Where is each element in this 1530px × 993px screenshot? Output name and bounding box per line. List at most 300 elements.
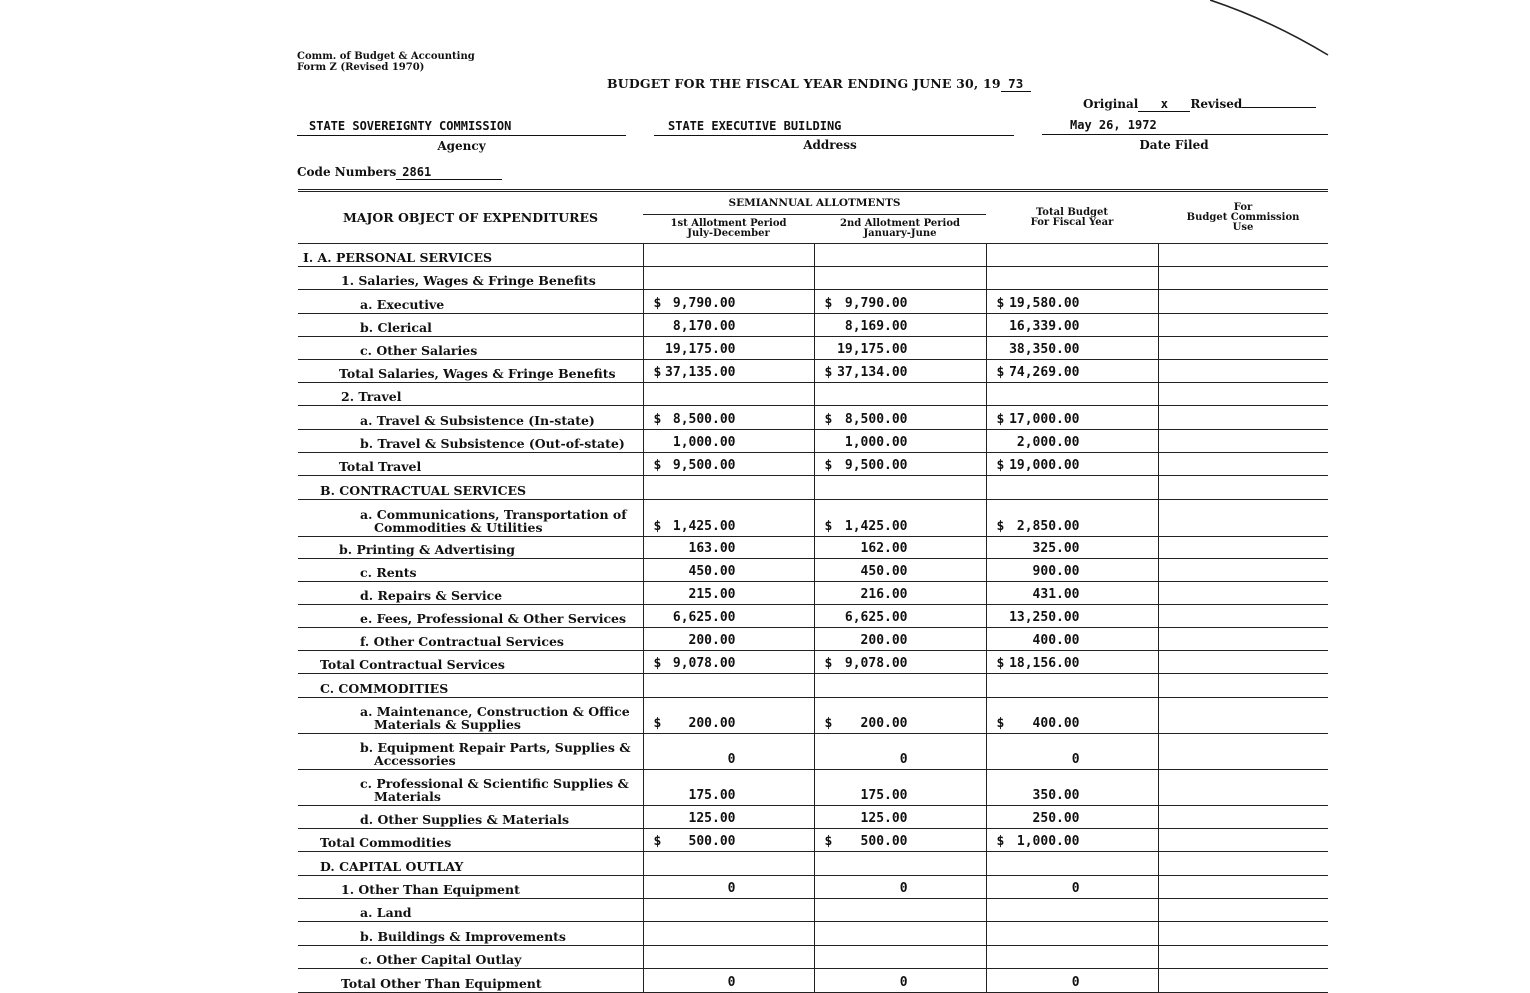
dollar-sign: $ bbox=[996, 412, 1005, 427]
second-amount-cell[interactable] bbox=[814, 876, 986, 899]
first-amount-cell[interactable] bbox=[643, 876, 814, 899]
expenditure-label bbox=[298, 360, 643, 383]
second-amount: 200.00 bbox=[860, 633, 908, 648]
first-amount-cell[interactable] bbox=[643, 383, 814, 406]
dollar-sign: $ bbox=[824, 412, 833, 427]
second-amount: 125.00 bbox=[860, 811, 908, 826]
expenditure-label bbox=[298, 605, 643, 628]
second-amount-cell[interactable] bbox=[814, 829, 986, 852]
second-amount-cell[interactable] bbox=[814, 852, 986, 876]
table-row bbox=[298, 476, 1328, 500]
dollar-sign: $ bbox=[824, 296, 833, 311]
second-amount-cell[interactable] bbox=[814, 453, 986, 476]
total-amount-cell[interactable] bbox=[986, 628, 1158, 651]
total-amount: 16,339.00 bbox=[1009, 319, 1080, 334]
total-amount-cell[interactable] bbox=[986, 559, 1158, 582]
dollar-sign: $ bbox=[996, 519, 1005, 534]
table-row bbox=[298, 698, 1328, 734]
address-value[interactable]: STATE EXECUTIVE BUILDING bbox=[668, 119, 842, 133]
first-amount-cell[interactable] bbox=[643, 337, 814, 360]
second-amount-cell[interactable] bbox=[814, 770, 986, 806]
table-row bbox=[298, 969, 1328, 993]
first-amount: 37,135.00 bbox=[665, 365, 736, 380]
dollar-sign: $ bbox=[824, 716, 833, 731]
total-amount-cell[interactable] bbox=[986, 582, 1158, 605]
commission-header-l3: Use bbox=[1232, 221, 1254, 233]
expenditure-label-line1: a. Executive bbox=[360, 297, 445, 312]
table-row bbox=[298, 876, 1328, 899]
first-amount-cell[interactable] bbox=[643, 290, 814, 314]
first-amount: 215.00 bbox=[688, 587, 736, 602]
commission-use-cell[interactable] bbox=[1158, 969, 1328, 993]
dollar-sign: $ bbox=[824, 834, 833, 849]
expenditure-label-line1: b. Travel & Subsistence (Out-of-state) bbox=[360, 436, 625, 451]
second-amount: 500.00 bbox=[860, 834, 908, 849]
table-row bbox=[298, 628, 1328, 651]
second-amount: 37,134.00 bbox=[837, 365, 908, 380]
second-amount-cell[interactable] bbox=[814, 360, 986, 383]
title-prefix: BUDGET FOR THE FISCAL YEAR ENDING JUNE 30, 19 bbox=[607, 76, 1001, 91]
first-amount: 163.00 bbox=[688, 541, 736, 556]
table-row bbox=[298, 582, 1328, 605]
total-amount: 13,250.00 bbox=[1009, 610, 1080, 625]
first-amount-cell[interactable] bbox=[643, 267, 814, 290]
first-amount-cell[interactable] bbox=[643, 922, 814, 946]
first-amount-cell[interactable] bbox=[643, 946, 814, 969]
table-row bbox=[298, 770, 1328, 806]
expenditure-label-line1: b. Buildings & Improvements bbox=[360, 929, 566, 944]
expenditure-label bbox=[298, 537, 643, 559]
total-amount: 431.00 bbox=[1032, 587, 1080, 602]
table-row bbox=[298, 500, 1328, 537]
second-amount: 175.00 bbox=[860, 788, 908, 803]
table-row bbox=[298, 244, 1328, 267]
second-amount-cell[interactable] bbox=[814, 582, 986, 605]
total-amount-cell[interactable] bbox=[986, 314, 1158, 337]
second-amount-cell[interactable] bbox=[814, 946, 986, 969]
second-amount: 8,500.00 bbox=[844, 412, 908, 427]
second-amount-cell[interactable] bbox=[814, 500, 986, 537]
second-amount: 6,625.00 bbox=[844, 610, 908, 625]
date-filed-label: Date Filed bbox=[1139, 138, 1209, 152]
semiannual-header: SEMIANNUAL ALLOTMENTS bbox=[643, 191, 986, 215]
commission-use-cell[interactable] bbox=[1158, 674, 1328, 698]
second-amount: 9,078.00 bbox=[844, 656, 908, 671]
expenditure-label bbox=[298, 337, 643, 360]
first-amount: 200.00 bbox=[688, 716, 736, 731]
page-title bbox=[607, 76, 1031, 92]
second-amount-cell[interactable] bbox=[814, 537, 986, 559]
original-mark[interactable]: x bbox=[1138, 97, 1190, 112]
total-amount: 2,850.00 bbox=[1016, 519, 1080, 534]
original-label: Original bbox=[1083, 97, 1139, 111]
total-amount-cell[interactable] bbox=[986, 290, 1158, 314]
expenditure-label-line1: e. Fees, Professional & Other Services bbox=[360, 611, 627, 626]
commission-use-cell[interactable] bbox=[1158, 876, 1328, 899]
second-amount-cell[interactable] bbox=[814, 383, 986, 406]
second-amount-cell[interactable] bbox=[814, 406, 986, 430]
first-amount: 0 bbox=[727, 881, 736, 896]
second-amount: 0 bbox=[899, 752, 908, 767]
expenditure-label bbox=[298, 734, 643, 770]
second-amount-cell[interactable] bbox=[814, 922, 986, 946]
total-amount: 250.00 bbox=[1032, 811, 1080, 826]
commission-use-cell[interactable] bbox=[1158, 922, 1328, 946]
first-amount: 500.00 bbox=[688, 834, 736, 849]
address-label: Address bbox=[803, 138, 857, 152]
second-amount: 19,175.00 bbox=[837, 342, 908, 357]
commission-header-l2: Budget Commission bbox=[1186, 211, 1300, 223]
total-amount-cell[interactable] bbox=[986, 430, 1158, 453]
second-amount-cell[interactable] bbox=[814, 314, 986, 337]
first-header-l2: July-December bbox=[687, 228, 770, 239]
expenditure-label-line2: Materials & Supplies bbox=[374, 717, 521, 732]
code-numbers bbox=[297, 165, 502, 180]
second-amount-cell[interactable] bbox=[814, 899, 986, 922]
commission-use-cell[interactable] bbox=[1158, 267, 1328, 290]
commission-use-cell[interactable] bbox=[1158, 360, 1328, 383]
total-amount: 0 bbox=[1071, 752, 1080, 767]
dollar-sign: $ bbox=[653, 834, 662, 849]
commission-use-cell[interactable] bbox=[1158, 406, 1328, 430]
first-amount-cell[interactable] bbox=[643, 829, 814, 852]
agency-value[interactable]: STATE SOVEREIGNTY COMMISSION bbox=[309, 119, 512, 133]
second-amount-cell[interactable] bbox=[814, 430, 986, 453]
total-amount: 325.00 bbox=[1032, 541, 1080, 556]
dollar-sign: $ bbox=[996, 365, 1005, 380]
expenditure-label-line1: 1. Other Than Equipment bbox=[341, 882, 520, 897]
agency-underline bbox=[297, 135, 626, 136]
table-row bbox=[298, 383, 1328, 406]
commission-use-cell[interactable] bbox=[1158, 605, 1328, 628]
corner-pen-mark bbox=[1210, 0, 1330, 60]
expenditure-label-line1: Total Other Than Equipment bbox=[341, 976, 542, 991]
first-amount: 8,500.00 bbox=[672, 412, 736, 427]
commission-use-cell[interactable] bbox=[1158, 290, 1328, 314]
expenditure-label-line1: c. Other Salaries bbox=[360, 343, 478, 358]
expenditure-label bbox=[298, 674, 643, 698]
commission-use-cell[interactable] bbox=[1158, 946, 1328, 969]
expenditure-label bbox=[298, 406, 643, 430]
title-year[interactable]: 73 bbox=[1001, 76, 1031, 92]
expenditure-label-line1: Total Salaries, Wages & Fringe Benefits bbox=[339, 366, 616, 381]
total-amount-cell[interactable] bbox=[986, 770, 1158, 806]
code-numbers-label: Code Numbers bbox=[297, 165, 397, 179]
table-row bbox=[298, 314, 1328, 337]
second-header-l2: January-June bbox=[863, 228, 937, 239]
total-amount-cell[interactable] bbox=[986, 406, 1158, 430]
total-amount: 17,000.00 bbox=[1009, 412, 1080, 427]
table-row bbox=[298, 290, 1328, 314]
dollar-sign: $ bbox=[824, 458, 833, 473]
dollar-sign: $ bbox=[653, 519, 662, 534]
total-amount: 900.00 bbox=[1032, 564, 1080, 579]
first-amount: 125.00 bbox=[688, 811, 736, 826]
first-amount: 0 bbox=[727, 975, 736, 990]
first-amount-cell[interactable] bbox=[643, 559, 814, 582]
total-amount: 2,000.00 bbox=[1016, 435, 1080, 450]
first-amount: 200.00 bbox=[688, 633, 736, 648]
total-budget-header bbox=[986, 191, 1158, 244]
total-amount-cell[interactable] bbox=[986, 734, 1158, 770]
dollar-sign: $ bbox=[653, 365, 662, 380]
first-amount-cell[interactable] bbox=[643, 500, 814, 537]
total-amount-cell[interactable] bbox=[986, 899, 1158, 922]
code-numbers-value[interactable]: 2861 bbox=[396, 165, 502, 180]
total-amount-cell[interactable] bbox=[986, 829, 1158, 852]
second-period-header bbox=[814, 215, 986, 244]
second-amount-cell[interactable] bbox=[814, 290, 986, 314]
expenditure-label-line1: Total Travel bbox=[339, 459, 422, 474]
second-amount-cell[interactable] bbox=[814, 651, 986, 674]
commission-use-cell[interactable] bbox=[1158, 430, 1328, 453]
total-amount-cell[interactable] bbox=[986, 537, 1158, 559]
total-amount: 0 bbox=[1071, 975, 1080, 990]
total-amount-cell[interactable] bbox=[986, 946, 1158, 969]
commission-use-cell[interactable] bbox=[1158, 559, 1328, 582]
first-amount-cell[interactable] bbox=[643, 806, 814, 829]
total-amount: 18,156.00 bbox=[1009, 656, 1080, 671]
dollar-sign: $ bbox=[653, 296, 662, 311]
expenditure-label bbox=[298, 582, 643, 605]
total-amount: 400.00 bbox=[1032, 633, 1080, 648]
table-row bbox=[298, 829, 1328, 852]
table-row bbox=[298, 337, 1328, 360]
total-amount-cell[interactable] bbox=[986, 605, 1158, 628]
dollar-sign: $ bbox=[996, 834, 1005, 849]
first-amount-cell[interactable] bbox=[643, 899, 814, 922]
first-amount: 8,170.00 bbox=[672, 319, 736, 334]
commission-use-cell[interactable] bbox=[1158, 383, 1328, 406]
total-amount-cell[interactable] bbox=[986, 674, 1158, 698]
expenditure-label-line1: B. CONTRACTUAL SERVICES bbox=[320, 483, 527, 498]
commission-use-cell[interactable] bbox=[1158, 537, 1328, 559]
total-amount-cell[interactable] bbox=[986, 698, 1158, 734]
total-amount-cell[interactable] bbox=[986, 806, 1158, 829]
first-amount-cell[interactable] bbox=[643, 430, 814, 453]
dollar-sign: $ bbox=[824, 656, 833, 671]
second-amount-cell[interactable] bbox=[814, 267, 986, 290]
total-amount-cell[interactable] bbox=[986, 453, 1158, 476]
commission-use-cell[interactable] bbox=[1158, 500, 1328, 537]
first-amount-cell[interactable] bbox=[643, 244, 814, 267]
date-underline bbox=[1042, 134, 1328, 135]
second-amount: 0 bbox=[899, 881, 908, 896]
expenditure-label-line1: d. Other Supplies & Materials bbox=[360, 812, 570, 827]
expenditure-label bbox=[298, 500, 643, 537]
commission-use-cell[interactable] bbox=[1158, 829, 1328, 852]
total-amount-cell[interactable] bbox=[986, 337, 1158, 360]
dollar-sign: $ bbox=[996, 716, 1005, 731]
expenditure-label bbox=[298, 559, 643, 582]
second-amount-cell[interactable] bbox=[814, 476, 986, 500]
first-amount-cell[interactable] bbox=[643, 537, 814, 559]
second-amount-cell[interactable] bbox=[814, 628, 986, 651]
total-header-l2: For Fiscal Year bbox=[1030, 216, 1114, 228]
first-amount-cell[interactable] bbox=[643, 852, 814, 876]
table-row bbox=[298, 651, 1328, 674]
commission-use-cell[interactable] bbox=[1158, 244, 1328, 267]
total-amount-cell[interactable] bbox=[986, 383, 1158, 406]
second-amount: 1,000.00 bbox=[844, 435, 908, 450]
table-row bbox=[298, 899, 1328, 922]
table-row bbox=[298, 537, 1328, 559]
commission-header bbox=[1158, 191, 1328, 244]
commission-use-cell[interactable] bbox=[1158, 582, 1328, 605]
dollar-sign: $ bbox=[996, 458, 1005, 473]
expenditure-label bbox=[298, 899, 643, 922]
expenditure-label-line2: Accessories bbox=[374, 753, 456, 768]
expenditure-label-line1: C. COMMODITIES bbox=[320, 681, 449, 696]
first-amount-cell[interactable] bbox=[643, 582, 814, 605]
expenditure-label-line2: Commodities & Utilities bbox=[374, 520, 543, 535]
first-amount-cell[interactable] bbox=[643, 628, 814, 651]
first-amount-cell[interactable] bbox=[643, 734, 814, 770]
table-row bbox=[298, 453, 1328, 476]
total-amount-cell[interactable] bbox=[986, 476, 1158, 500]
second-amount: 162.00 bbox=[860, 541, 908, 556]
expenditure-label-line1: c. Rents bbox=[360, 565, 417, 580]
table-row bbox=[298, 946, 1328, 969]
expenditure-label bbox=[298, 806, 643, 829]
expenditure-label-line1: c. Other Capital Outlay bbox=[360, 952, 522, 967]
first-amount-cell[interactable] bbox=[643, 314, 814, 337]
total-amount-cell[interactable] bbox=[986, 244, 1158, 267]
first-amount-cell[interactable] bbox=[643, 453, 814, 476]
first-amount: 9,500.00 bbox=[672, 458, 736, 473]
expenditure-label-line1: Total Commodities bbox=[320, 835, 452, 850]
total-amount-cell[interactable] bbox=[986, 969, 1158, 993]
table-row bbox=[298, 406, 1328, 430]
first-period-header bbox=[643, 215, 814, 244]
first-amount-cell[interactable] bbox=[643, 476, 814, 500]
expenditure-label bbox=[298, 969, 643, 993]
table-row bbox=[298, 605, 1328, 628]
first-amount: 9,790.00 bbox=[672, 296, 736, 311]
table-header-row bbox=[298, 191, 1328, 215]
table-row bbox=[298, 852, 1328, 876]
expenditure-label bbox=[298, 698, 643, 734]
total-amount-cell[interactable] bbox=[986, 876, 1158, 899]
first-amount: 1,000.00 bbox=[672, 435, 736, 450]
second-amount-cell[interactable] bbox=[814, 806, 986, 829]
commission-use-cell[interactable] bbox=[1158, 337, 1328, 360]
second-amount-cell[interactable] bbox=[814, 244, 986, 267]
first-amount-cell[interactable] bbox=[643, 770, 814, 806]
first-amount-cell[interactable] bbox=[643, 674, 814, 698]
second-amount: 9,790.00 bbox=[844, 296, 908, 311]
total-amount-cell[interactable] bbox=[986, 651, 1158, 674]
total-amount-cell[interactable] bbox=[986, 500, 1158, 537]
first-amount: 450.00 bbox=[688, 564, 736, 579]
expenditure-label-line1: 1. Salaries, Wages & Fringe Benefits bbox=[341, 273, 596, 288]
commission-use-cell[interactable] bbox=[1158, 734, 1328, 770]
first-amount-cell[interactable] bbox=[643, 360, 814, 383]
object-header: MAJOR OBJECT OF EXPENDITURES bbox=[298, 191, 643, 244]
expenditure-label-line1: d. Repairs & Service bbox=[360, 588, 503, 603]
form-id-line1: Comm. of Budget & Accounting bbox=[297, 51, 475, 62]
first-amount: 175.00 bbox=[688, 788, 736, 803]
commission-use-cell[interactable] bbox=[1158, 852, 1328, 876]
table-row bbox=[298, 734, 1328, 770]
second-amount: 216.00 bbox=[860, 587, 908, 602]
expenditure-label-line1: a. Travel & Subsistence (In-state) bbox=[360, 413, 595, 428]
expenditure-label-line1: a. Land bbox=[360, 905, 412, 920]
second-amount: 9,500.00 bbox=[844, 458, 908, 473]
first-amount-cell[interactable] bbox=[643, 698, 814, 734]
second-amount-cell[interactable] bbox=[814, 969, 986, 993]
commission-use-cell[interactable] bbox=[1158, 806, 1328, 829]
date-filed-value[interactable]: May 26, 1972 bbox=[1070, 118, 1157, 132]
revised-mark[interactable] bbox=[1242, 107, 1316, 108]
table-row bbox=[298, 674, 1328, 698]
expenditure-label-line1: D. CAPITAL OUTLAY bbox=[320, 859, 464, 874]
original-revised bbox=[1083, 97, 1316, 112]
total-amount: 400.00 bbox=[1032, 716, 1080, 731]
commission-use-cell[interactable] bbox=[1158, 698, 1328, 734]
expenditure-label-line1: a. Maintenance, Construction & Office bbox=[360, 704, 630, 719]
total-amount: 1,000.00 bbox=[1016, 834, 1080, 849]
form-identifier bbox=[297, 51, 475, 73]
commission-use-cell[interactable] bbox=[1158, 770, 1328, 806]
commission-use-cell[interactable] bbox=[1158, 628, 1328, 651]
expenditure-label bbox=[298, 876, 643, 899]
dollar-sign: $ bbox=[653, 458, 662, 473]
dollar-sign: $ bbox=[824, 365, 833, 380]
first-amount-cell[interactable] bbox=[643, 406, 814, 430]
total-amount-cell[interactable] bbox=[986, 267, 1158, 290]
first-amount-cell[interactable] bbox=[643, 969, 814, 993]
total-amount: 74,269.00 bbox=[1009, 365, 1080, 380]
expenditure-label-line1: c. Professional & Scientific Supplies & bbox=[360, 776, 629, 791]
second-amount-cell[interactable] bbox=[814, 559, 986, 582]
second-amount-cell[interactable] bbox=[814, 734, 986, 770]
second-amount-cell[interactable] bbox=[814, 337, 986, 360]
expenditure-label bbox=[298, 770, 643, 806]
first-amount-cell[interactable] bbox=[643, 605, 814, 628]
table-row bbox=[298, 360, 1328, 383]
expenditure-label-line2: Materials bbox=[374, 789, 441, 804]
second-amount-cell[interactable] bbox=[814, 605, 986, 628]
total-amount-cell[interactable] bbox=[986, 922, 1158, 946]
expenditure-label bbox=[298, 852, 643, 876]
total-amount: 19,000.00 bbox=[1009, 458, 1080, 473]
table-row bbox=[298, 559, 1328, 582]
table-row bbox=[298, 806, 1328, 829]
commission-use-cell[interactable] bbox=[1158, 899, 1328, 922]
dollar-sign: $ bbox=[653, 412, 662, 427]
expenditure-label-line1: 2. Travel bbox=[341, 389, 402, 404]
total-amount-cell[interactable] bbox=[986, 360, 1158, 383]
expenditure-label bbox=[298, 383, 643, 406]
second-amount-cell[interactable] bbox=[814, 674, 986, 698]
second-amount-cell[interactable] bbox=[814, 698, 986, 734]
commission-use-cell[interactable] bbox=[1158, 453, 1328, 476]
dollar-sign: $ bbox=[824, 519, 833, 534]
first-amount: 6,625.00 bbox=[672, 610, 736, 625]
commission-header-l1: For bbox=[1233, 201, 1253, 213]
second-amount: 0 bbox=[899, 975, 908, 990]
commission-use-cell[interactable] bbox=[1158, 651, 1328, 674]
budget-table bbox=[298, 189, 1328, 993]
first-amount: 9,078.00 bbox=[672, 656, 736, 671]
commission-use-cell[interactable] bbox=[1158, 314, 1328, 337]
form-id-line2: Form Z (Revised 1970) bbox=[297, 62, 425, 73]
commission-use-cell[interactable] bbox=[1158, 476, 1328, 500]
first-amount-cell[interactable] bbox=[643, 651, 814, 674]
expenditure-label bbox=[298, 628, 643, 651]
total-amount-cell[interactable] bbox=[986, 852, 1158, 876]
